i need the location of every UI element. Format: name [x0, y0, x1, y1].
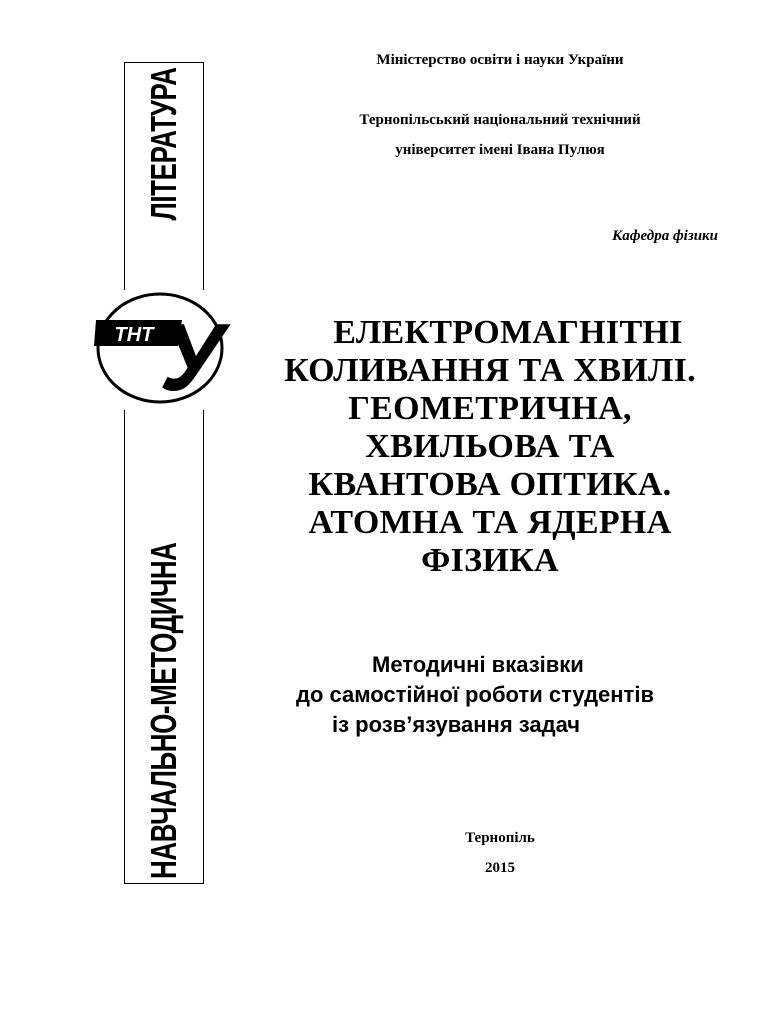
title-line: ФІЗИКА	[421, 542, 559, 579]
document-subtitle	[270, 650, 730, 740]
publication-year: 2015	[485, 860, 515, 876]
title-line: ЕЛЕКТРОМАГНІТНІ	[333, 314, 683, 351]
title-line: КОЛИВАННЯ ТА ХВИЛІ.	[284, 352, 696, 389]
banner-text-left: НАВЧАЛЬНО-МЕТОДИЧНА	[143, 542, 184, 879]
subtitle-line2: до самостійної роботи студентів	[296, 682, 654, 707]
document-title	[250, 314, 730, 580]
department-name: Кафедра фізики	[612, 228, 718, 244]
logo-emblem-icon	[94, 290, 234, 410]
logo-letter: У	[159, 304, 225, 410]
university-name-line1: Тернопільський національний технічний	[359, 112, 641, 128]
subtitle-line3: із розв’язування задач	[332, 712, 581, 737]
title-line: ХВИЛЬОВА ТА	[365, 428, 615, 465]
title-line: КВАНТОВА ОПТИКА.	[308, 466, 672, 503]
publication-city: Тернопіль	[465, 830, 535, 846]
side-banner	[124, 62, 204, 884]
university-logo	[94, 290, 234, 410]
logo-abbr: ТНТ	[114, 324, 154, 346]
title-line: АТОМНА ТА ЯДЕРНА	[308, 504, 672, 541]
banner-text	[143, 67, 184, 879]
university-name-line2: університет імені Івана Пулюя	[395, 142, 605, 158]
ministry-name: Міністерство освіти і науки України	[376, 52, 624, 68]
subtitle-line1: Методичні вказівки	[372, 652, 584, 677]
banner-text-right: ЛІТЕРАТУРА	[143, 67, 184, 221]
title-line: ГЕОМЕТРИЧНА,	[348, 390, 632, 427]
